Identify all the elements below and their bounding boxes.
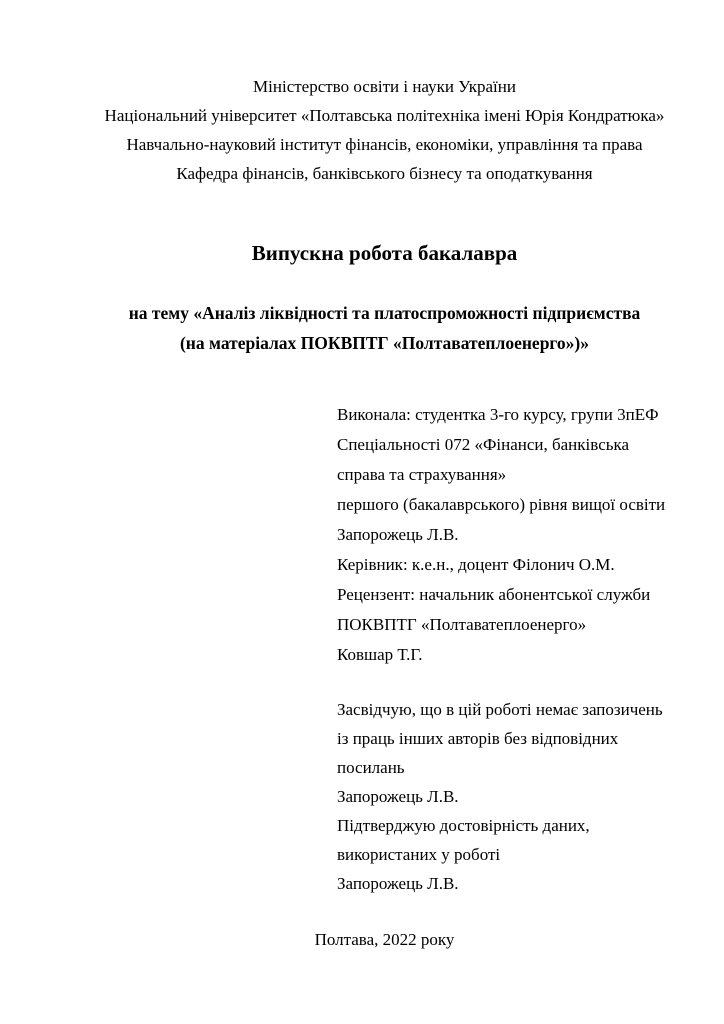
education-level-line: першого (бакалаврського) рівня вищої освіти [337, 495, 666, 514]
data-confirmation-line-1: Підтверджую достовірність даних, [337, 816, 590, 835]
data-confirmation-line-2: використаних у роботі [337, 845, 501, 864]
student-name: Запорожець Л.В. [337, 525, 459, 544]
author-details [337, 400, 704, 670]
declaration-line-3: посилань [337, 758, 405, 777]
document-header [75, 72, 694, 188]
reviewer-line-1: Рецензент: начальник абонентської служби [337, 585, 651, 604]
specialty-line-1: Спеціальності 072 «Фінанси, банківська [337, 435, 630, 454]
declaration-line-2: із праць інших авторів без відповідних [337, 729, 619, 748]
header-institute: Навчально-науковий інститут фінансів, економіки, управління та права [126, 135, 643, 154]
originality-declaration [337, 695, 704, 898]
thesis-topic [75, 298, 694, 358]
supervisor-line: Керівник: к.е.н., доцент Філонич О.М. [337, 555, 615, 574]
performed-by-line: Виконала: студентка 3-го курсу, групи 3пЕФ [337, 405, 659, 424]
specialty-line-2: справа та страхування» [337, 465, 507, 484]
reviewer-name: Ковшар Т.Г. [337, 645, 423, 664]
reviewer-line-2: ПОКВПТГ «Полтаватеплоенерго» [337, 615, 587, 634]
declaration-signature-1: Запорожець Л.В. [337, 787, 459, 806]
declaration-line-1: Засвідчую, що в цій роботі немає запозичень [337, 700, 663, 719]
topic-line-1: на тему «Аналіз ліквідності та платоспроможності підприємства [128, 303, 641, 323]
place-and-year: Полтава, 2022 року [314, 930, 455, 949]
header-department: Кафедра фінансів, банківського бізнесу та оподаткування [176, 164, 593, 183]
declaration-signature-2: Запорожець Л.В. [337, 874, 459, 893]
header-university: Національний університет «Полтавська політехніка імені Юрія Кондратюка» [104, 106, 665, 125]
page-title: Випускна робота бакалавра [251, 241, 518, 265]
topic-line-2: (на матеріалах ПОКВПТГ «Полтаватеплоенерго»)» [179, 333, 590, 353]
header-ministry: Міністерство освіти і науки України [253, 77, 516, 96]
